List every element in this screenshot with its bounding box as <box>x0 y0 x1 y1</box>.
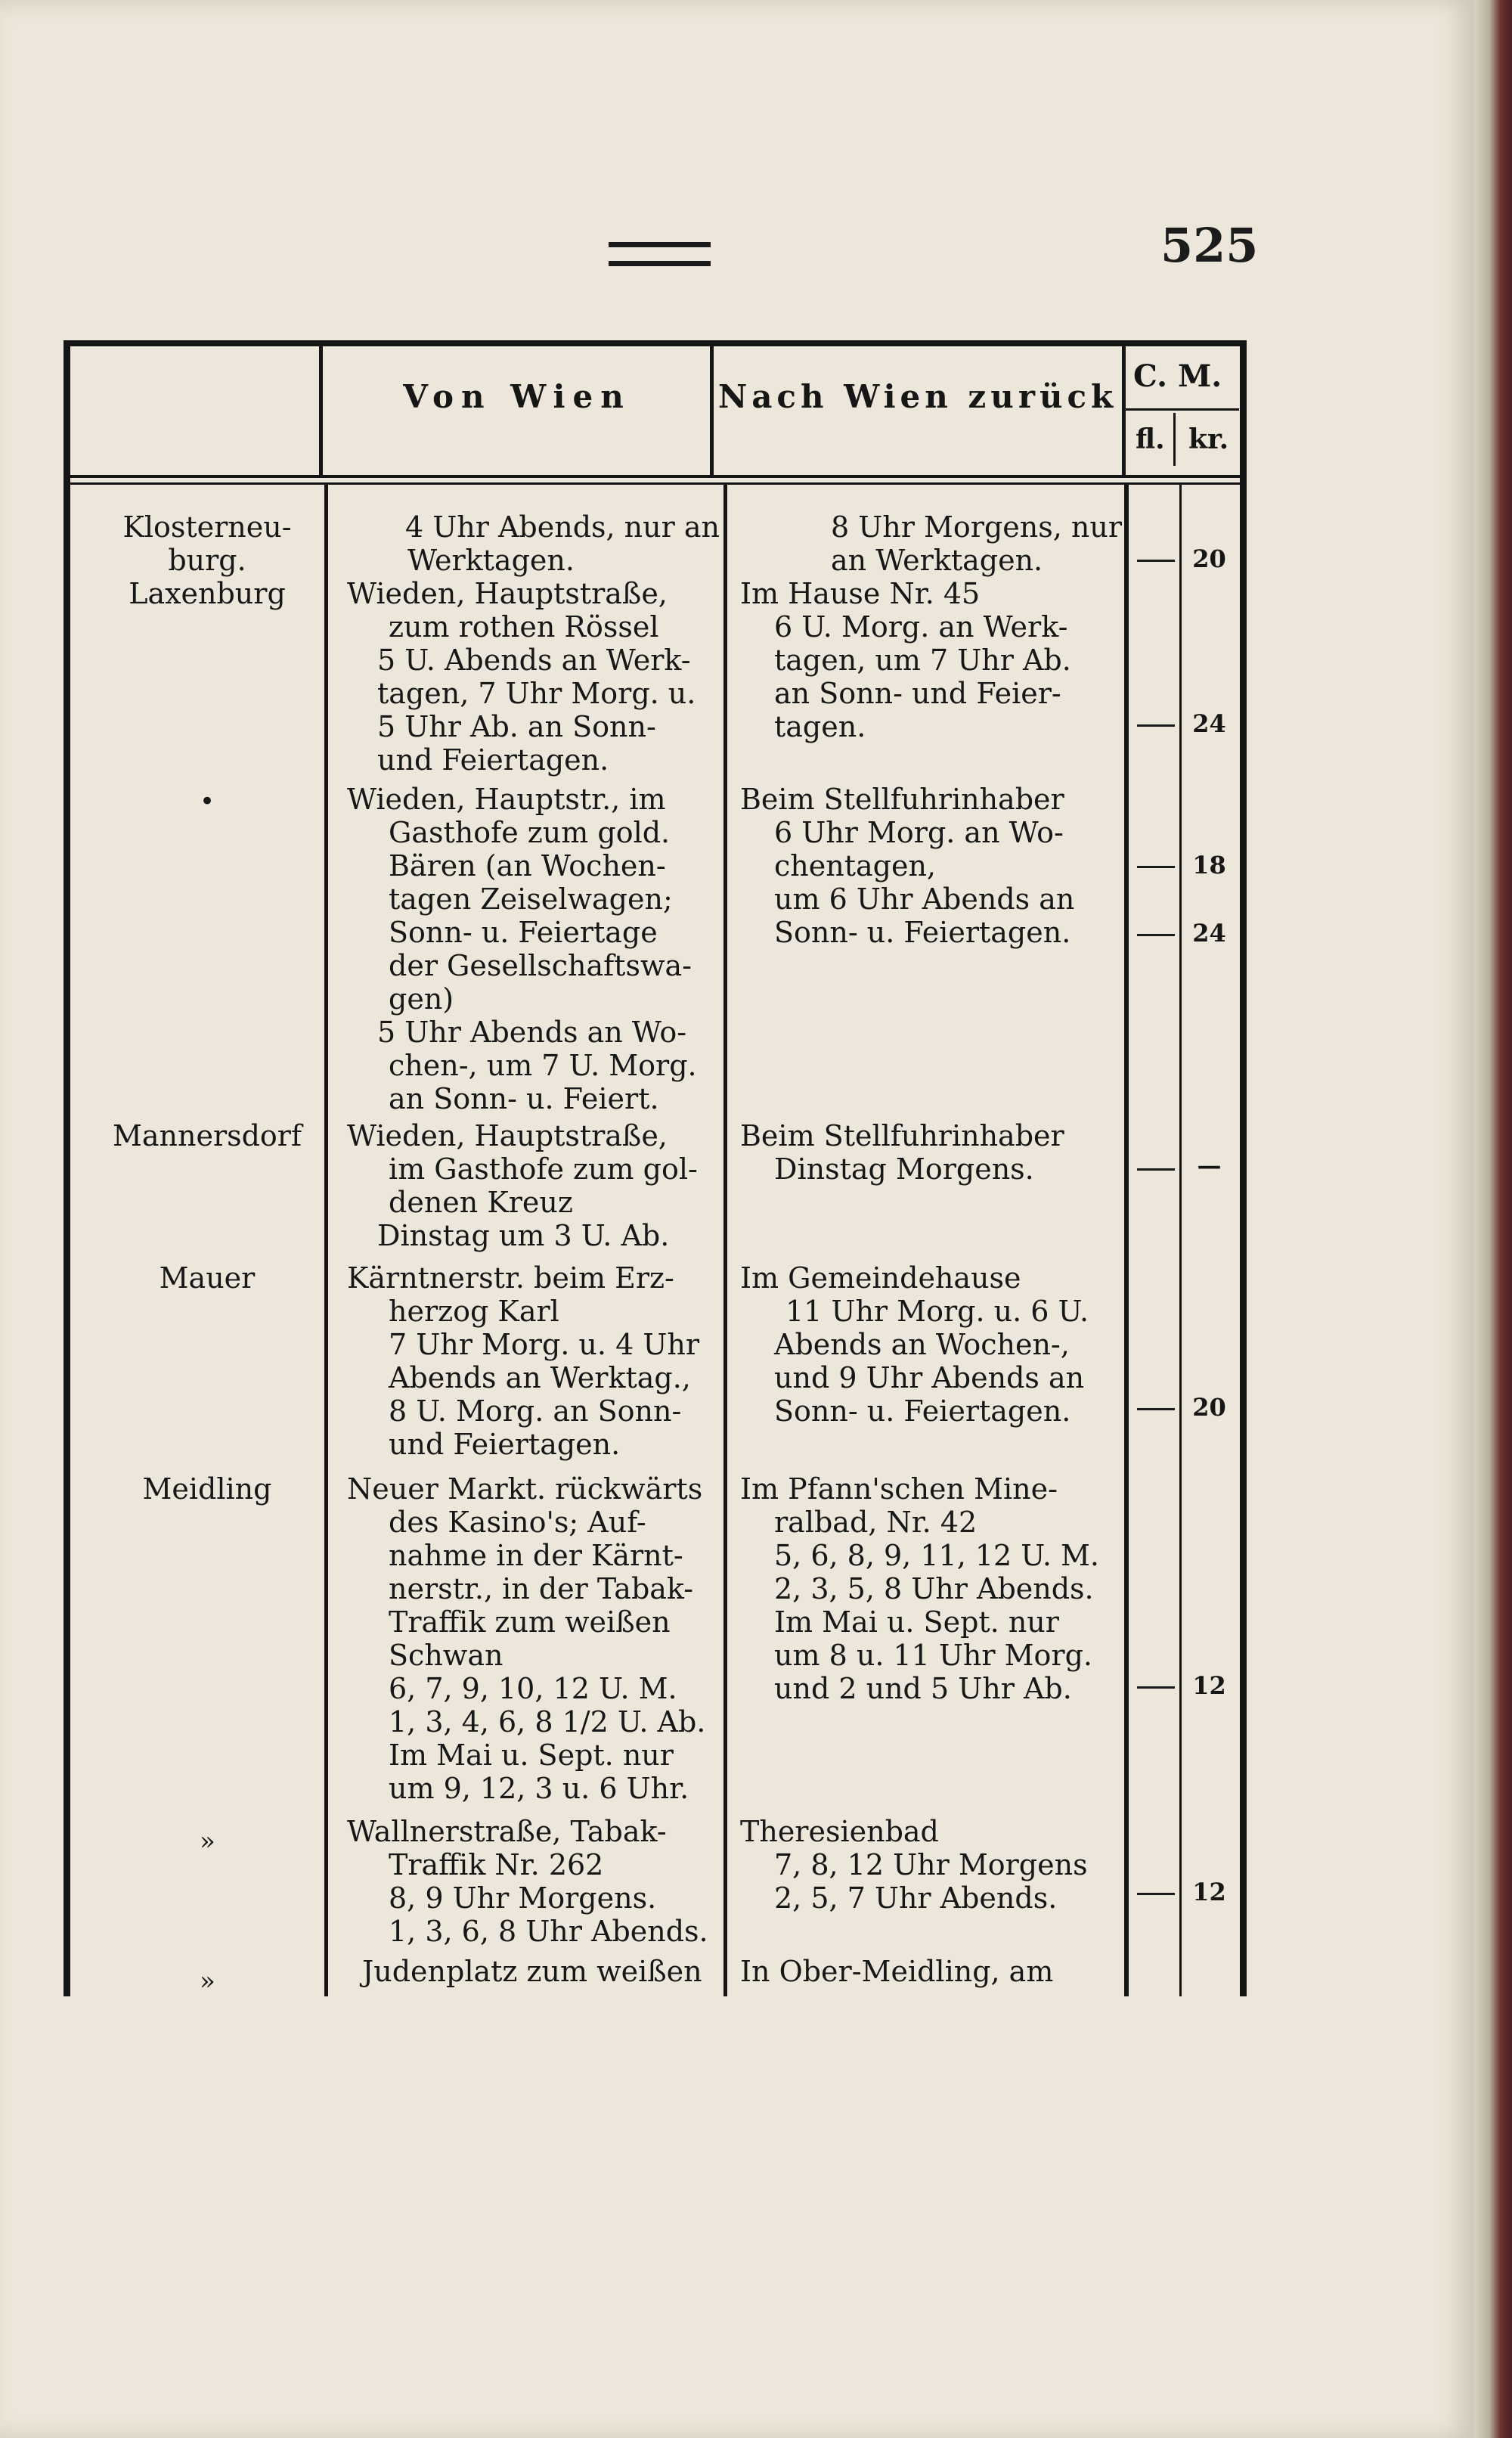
nach-line: Im Hause Nr. 45 <box>740 577 981 610</box>
header-fl: fl. <box>1136 423 1165 455</box>
kr-value: 12 <box>1192 1671 1226 1700</box>
von-line: 7 Uhr Morg. u. 4 Uhr <box>389 1328 699 1361</box>
table-frame-left <box>64 340 70 1996</box>
von-line: Wallnerstraße, Tabak- <box>347 1815 667 1848</box>
fl-dash <box>1137 560 1175 562</box>
header-nach-wien: Nach Wien zurück <box>717 378 1118 415</box>
nach-line: 11 Uhr Morg. u. 6 U. <box>785 1295 1089 1328</box>
row-place <box>79 1119 336 1152</box>
von-line: nahme in der Kärnt- <box>389 1539 683 1572</box>
row-von <box>347 1119 793 1252</box>
nach-line: tagen, um 7 Uhr Ab. <box>774 644 1071 677</box>
decorative-rule <box>609 242 711 266</box>
von-line: tagen Zeiselwagen; <box>389 882 673 916</box>
row-von <box>339 510 785 577</box>
von-line: des Kasino's; Auf- <box>389 1506 646 1539</box>
von-line: Im Mai u. Sept. nur <box>389 1739 674 1772</box>
von-line: chen-, um 7 U. Morg. <box>389 1049 697 1082</box>
von-line: 1, 3, 4, 6, 8 1/2 U. Ab. <box>389 1705 706 1739</box>
nach-line: Beim Stellfuhrinhaber <box>740 783 1064 816</box>
von-line: gen) <box>389 982 454 1016</box>
nach-line: Abends an Wochen-, <box>774 1328 1070 1361</box>
row-place <box>79 1472 336 1506</box>
von-line: und Feiertagen. <box>389 1428 621 1461</box>
von-line: Gasthofe zum gold. <box>389 816 671 849</box>
von-line: denen Kreuz <box>389 1186 573 1219</box>
von-line: 6, 7, 9, 10, 12 U. M. <box>389 1672 677 1705</box>
von-line: im Gasthofe zum gol- <box>389 1152 698 1186</box>
von-line: nerstr., in der Tabak- <box>389 1572 694 1605</box>
kr-value: 12 <box>1192 1878 1226 1906</box>
von-line: Kärntnerstr. beim Erz- <box>347 1261 674 1295</box>
von-line: um 9, 12, 3 u. 6 Uhr. <box>389 1772 689 1805</box>
von-line: Bären (an Wochen- <box>389 849 666 882</box>
von-line: zum rothen Rössel <box>389 610 659 644</box>
row-nach <box>740 1472 1148 1705</box>
nach-line: In Ober-Meidling, am <box>740 1955 1054 1988</box>
nach-line: 8 Uhr Morgens, nur <box>831 510 1123 544</box>
header-kr: kr. <box>1188 423 1229 455</box>
row-nach <box>770 510 1179 577</box>
von-line: 5 U. Abends an Werk- <box>377 644 691 677</box>
fl-dash <box>1137 1408 1175 1410</box>
book-spine-edge <box>1474 0 1512 2438</box>
row-von <box>347 577 793 777</box>
kr-value: 20 <box>1192 1393 1226 1422</box>
kr-value: 20 <box>1192 544 1226 573</box>
von-line: 8 U. Morg. an Sonn- <box>389 1394 682 1428</box>
page-number: 525 <box>1160 218 1259 273</box>
nach-line: 7, 8, 12 Uhr Morgens <box>774 1848 1088 1881</box>
nach-line: Im Pfann'schen Mine- <box>740 1472 1058 1506</box>
von-line: 4 Uhr Abends, nur an <box>404 510 720 544</box>
row-place <box>79 577 336 610</box>
nach-line: um 8 u. 11 Uhr Morg. <box>774 1639 1093 1672</box>
ditto-mark: » <box>200 1826 215 1856</box>
row-place <box>79 1261 336 1295</box>
kr-value: 24 <box>1192 919 1226 948</box>
von-line: Wieden, Hauptstr., im <box>347 783 666 816</box>
nach-line: Theresienbad <box>740 1815 939 1848</box>
nach-line: an Werktagen. <box>831 544 1043 577</box>
fl-dash <box>1137 724 1175 727</box>
nach-line: und 2 und 5 Uhr Ab. <box>774 1672 1072 1705</box>
nach-line: Dinstag Morgens. <box>774 1152 1034 1186</box>
von-line: 5 Uhr Ab. an Sonn- <box>377 710 656 743</box>
fl-dash <box>1137 934 1175 936</box>
von-line: und Feiertagen. <box>377 743 609 777</box>
von-line: 5 Uhr Abends an Wo- <box>377 1016 687 1049</box>
fl-dash <box>1137 1168 1175 1171</box>
fl-dash <box>1137 1686 1175 1689</box>
nach-line: 6 U. Morg. an Werk- <box>774 610 1068 644</box>
header-cm: C. M. <box>1133 358 1222 394</box>
row-von <box>347 783 793 1115</box>
von-line: Schwan <box>389 1639 503 1672</box>
von-line: der Gesellschaftswa- <box>389 949 692 982</box>
nach-line: Im Mai u. Sept. nur <box>774 1605 1059 1639</box>
header-divider <box>64 475 1247 478</box>
timetable <box>64 340 1247 1996</box>
table-frame-top <box>64 340 1247 346</box>
row-nach <box>740 783 1148 949</box>
nach-line: 2, 5, 7 Uhr Abends. <box>774 1881 1058 1915</box>
nach-line: um 6 Uhr Abends an <box>774 882 1075 916</box>
row-von <box>347 1261 793 1461</box>
nach-line: tagen. <box>774 710 866 743</box>
row-von <box>347 1815 793 1948</box>
nach-line: Sonn- u. Feiertagen. <box>774 1394 1071 1428</box>
von-line: Wieden, Hauptstraße, <box>347 1119 668 1152</box>
row-nach <box>740 1955 1148 1988</box>
place-line: Mannersdorf <box>112 1119 302 1152</box>
body-col-divider-1 <box>324 484 328 1996</box>
header-von-wien: Von Wien <box>403 378 631 415</box>
table-frame-right <box>1240 340 1247 1996</box>
von-line: an Sonn- u. Feiert. <box>389 1082 659 1115</box>
header-cm-split <box>1173 413 1176 466</box>
place-line: Mauer <box>159 1261 256 1295</box>
von-line: Traffik Nr. 262 <box>389 1848 604 1881</box>
nach-line: an Sonn- und Feier- <box>774 677 1061 710</box>
von-line: Dinstag um 3 U. Ab. <box>377 1219 670 1252</box>
von-line: Judenplatz zum weißen <box>362 1955 702 1988</box>
von-line: 8, 9 Uhr Morgens. <box>389 1881 657 1915</box>
von-line: Abends an Werktag., <box>389 1361 691 1394</box>
von-line: 1, 3, 6, 8 Uhr Abends. <box>389 1915 708 1948</box>
fl-dash <box>1137 1893 1175 1895</box>
von-line: Sonn- u. Feiertage <box>389 916 658 949</box>
nach-line: 2, 3, 5, 8 Uhr Abends. <box>774 1572 1094 1605</box>
place-line: Laxenburg <box>129 577 286 610</box>
von-line: Wieden, Hauptstraße, <box>347 577 668 610</box>
header-divider-second <box>64 482 1247 485</box>
nach-line: Beim Stellfuhrinhaber <box>740 1119 1064 1152</box>
kr-value: 18 <box>1192 851 1226 879</box>
nach-line: chentagen, <box>774 849 937 882</box>
row-place <box>79 510 336 577</box>
row-nach <box>740 1261 1148 1428</box>
place-line: Klosterneu- <box>122 510 292 544</box>
header-cm-rule <box>1126 408 1239 411</box>
ditto-mark: » <box>200 1966 215 1996</box>
fl-dash <box>1137 866 1175 868</box>
nach-line: Sonn- u. Feiertagen. <box>774 916 1071 949</box>
place-line: burg. <box>168 544 246 577</box>
von-line: Werktagen. <box>407 544 575 577</box>
von-line: Neuer Markt. rückwärts <box>347 1472 703 1506</box>
von-line: herzog Karl <box>389 1295 559 1328</box>
von-line: tagen, 7 Uhr Morg. u. <box>377 677 696 710</box>
place-line: Meidling <box>142 1472 272 1506</box>
nach-line: ralbad, Nr. 42 <box>774 1506 978 1539</box>
nach-line: Im Gemeindehause <box>740 1261 1021 1295</box>
nach-line: 5, 6, 8, 9, 11, 12 U. M. <box>774 1539 1099 1572</box>
row-nach <box>740 1815 1148 1915</box>
row-nach <box>740 1119 1148 1186</box>
row-von <box>347 1472 793 1805</box>
kr-value: 24 <box>1192 709 1226 738</box>
row-nach <box>740 577 1148 743</box>
von-line: Traffik zum weißen <box>389 1605 671 1639</box>
ditto-bullet: • <box>200 786 215 817</box>
nach-line: 6 Uhr Morg. an Wo- <box>774 816 1064 849</box>
header-col-divider-1 <box>319 340 323 476</box>
kr-value: — <box>1197 1151 1222 1180</box>
nach-line: und 9 Uhr Abends an <box>774 1361 1085 1394</box>
